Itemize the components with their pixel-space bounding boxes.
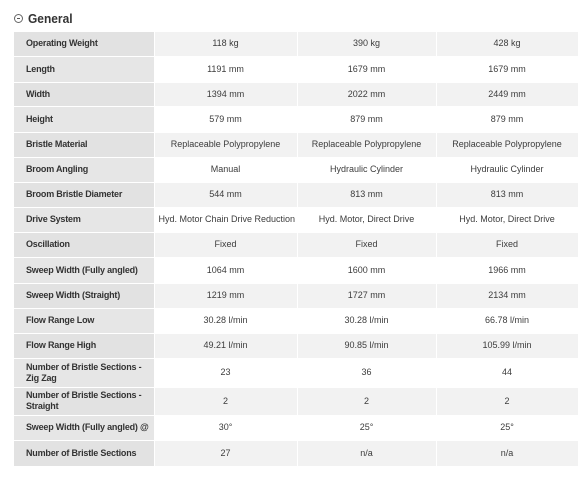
row-label: Sweep Width (Straight) (14, 283, 154, 308)
table-row (14, 32, 578, 56)
row-label: Oscillation (14, 232, 154, 257)
row-value: 390 kg (297, 32, 436, 56)
table-row (14, 56, 578, 82)
table-row (14, 182, 578, 207)
row-value: 36 (297, 358, 436, 387)
table-row (14, 415, 578, 440)
row-value: 2 (154, 387, 297, 415)
row-label: Length (14, 56, 154, 82)
row-label: Number of Bristle Sections - Zig Zag (14, 358, 154, 387)
table-row (14, 207, 578, 232)
row-value: 30° (154, 415, 297, 440)
table-row (14, 132, 578, 157)
row-label: Flow Range High (14, 333, 154, 358)
table-row (14, 440, 578, 466)
row-value: 30.28 l/min (154, 308, 297, 333)
spec-table (14, 32, 579, 467)
row-label: Sweep Width (Fully angled) @ (14, 415, 154, 440)
row-value: Manual (154, 157, 297, 182)
section-title[interactable]: General (28, 10, 73, 26)
row-value: 2 (297, 387, 436, 415)
table-row (14, 232, 578, 257)
row-label: Drive System (14, 207, 154, 232)
row-value: 1727 mm (297, 283, 436, 308)
row-value: Hydraulic Cylinder (297, 157, 436, 182)
row-value: 2449 mm (436, 82, 578, 106)
row-value: Replaceable Polypropylene (154, 132, 297, 157)
row-label: Bristle Material (14, 132, 154, 157)
table-row (14, 106, 578, 132)
row-value: 25° (297, 415, 436, 440)
row-value: 813 mm (436, 182, 578, 207)
row-value: 1394 mm (154, 82, 297, 106)
row-value: Replaceable Polypropylene (436, 132, 578, 157)
row-label: Flow Range Low (14, 308, 154, 333)
table-row (14, 82, 578, 106)
row-value: 23 (154, 358, 297, 387)
row-value: 27 (154, 440, 297, 466)
row-label: Broom Angling (14, 157, 154, 182)
row-value: Hydraulic Cylinder (436, 157, 578, 182)
row-value: 1679 mm (297, 56, 436, 82)
table-row (14, 283, 578, 308)
row-value: 30.28 l/min (297, 308, 436, 333)
row-value: n/a (297, 440, 436, 466)
row-value: 1064 mm (154, 257, 297, 283)
row-value: 105.99 l/min (436, 333, 578, 358)
row-value: Hyd. Motor, Direct Drive (297, 207, 436, 232)
row-value: Hyd. Motor, Direct Drive (436, 207, 578, 232)
row-value: n/a (436, 440, 578, 466)
row-label: Width (14, 82, 154, 106)
table-row (14, 157, 578, 182)
row-value: 879 mm (436, 106, 578, 132)
row-value: 1679 mm (436, 56, 578, 82)
row-value: Fixed (297, 232, 436, 257)
row-value: 544 mm (154, 182, 297, 207)
row-value: 579 mm (154, 106, 297, 132)
minus-circle-icon[interactable] (14, 14, 23, 23)
table-row (14, 358, 578, 387)
row-label: Operating Weight (14, 32, 154, 56)
row-value: Hyd. Motor Chain Drive Reduction (154, 207, 297, 232)
row-value: 2022 mm (297, 82, 436, 106)
row-value: 879 mm (297, 106, 436, 132)
row-value: 1191 mm (154, 56, 297, 82)
row-value: Replaceable Polypropylene (297, 132, 436, 157)
table-row (14, 257, 578, 283)
row-label: Number of Bristle Sections (14, 440, 154, 466)
table-row (14, 333, 578, 358)
row-value: 2 (436, 387, 578, 415)
row-value: 90.85 l/min (297, 333, 436, 358)
row-value: Fixed (436, 232, 578, 257)
row-label: Broom Bristle Diameter (14, 182, 154, 207)
row-value: 1219 mm (154, 283, 297, 308)
row-label: Number of Bristle Sections - Straight (14, 387, 154, 415)
table-row (14, 387, 578, 415)
row-value: 66.78 l/min (436, 308, 578, 333)
row-value: 118 kg (154, 32, 297, 56)
row-label: Sweep Width (Fully angled) (14, 257, 154, 283)
row-value: 428 kg (436, 32, 578, 56)
row-value: 44 (436, 358, 578, 387)
row-value: 2134 mm (436, 283, 578, 308)
section-header-general[interactable] (14, 8, 76, 28)
row-value: 25° (436, 415, 578, 440)
table-row (14, 308, 578, 333)
row-value: 49.21 l/min (154, 333, 297, 358)
row-value: Fixed (154, 232, 297, 257)
row-value: 1966 mm (436, 257, 578, 283)
row-value: 813 mm (297, 182, 436, 207)
row-label: Height (14, 106, 154, 132)
row-value: 1600 mm (297, 257, 436, 283)
spec-table-body (14, 32, 578, 466)
